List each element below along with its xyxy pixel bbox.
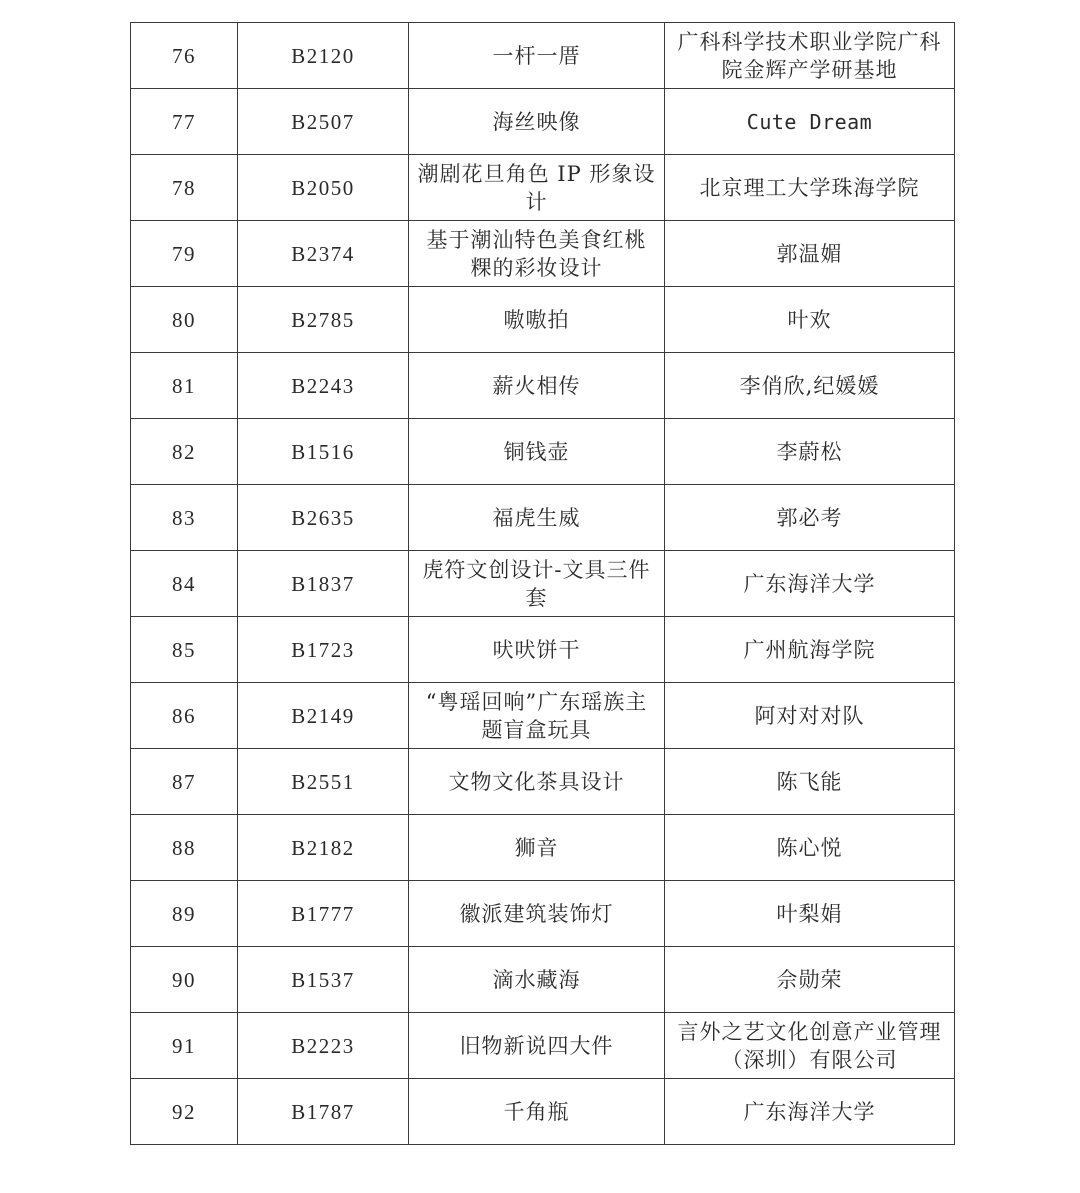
table-row (131, 815, 955, 881)
results-table (130, 22, 955, 1145)
team-name: 陈飞能 (665, 749, 955, 815)
entry-code: B1787 (238, 1079, 409, 1145)
work-title: 旧物新说四大件 (409, 1013, 665, 1079)
row-number: 90 (131, 947, 238, 1013)
row-number: 87 (131, 749, 238, 815)
row-number: 83 (131, 485, 238, 551)
row-number: 88 (131, 815, 238, 881)
work-title: 一杆一厝 (409, 23, 665, 89)
row-number: 91 (131, 1013, 238, 1079)
work-title: 虎符文创设计-文具三件套 (409, 551, 665, 617)
row-number: 89 (131, 881, 238, 947)
entry-code: B1723 (238, 617, 409, 683)
team-name: 广州航海学院 (665, 617, 955, 683)
entry-code: B2785 (238, 287, 409, 353)
table-row (131, 1013, 955, 1079)
team-name: 叶梨娟 (665, 881, 955, 947)
work-title: 嗷嗷拍 (409, 287, 665, 353)
work-title: 吠吠饼干 (409, 617, 665, 683)
row-number: 81 (131, 353, 238, 419)
work-title: 千角瓶 (409, 1079, 665, 1145)
table-row (131, 749, 955, 815)
entry-code: B2507 (238, 89, 409, 155)
table-row (131, 287, 955, 353)
team-name: 李俏欣,纪媛媛 (665, 353, 955, 419)
table-row (131, 485, 955, 551)
table-row (131, 617, 955, 683)
work-title: 基于潮汕特色美食红桃粿的彩妆设计 (409, 221, 665, 287)
table-row (131, 1079, 955, 1145)
team-name: 广东海洋大学 (665, 551, 955, 617)
row-number: 92 (131, 1079, 238, 1145)
table-row (131, 353, 955, 419)
entry-code: B2374 (238, 221, 409, 287)
entry-code: B2182 (238, 815, 409, 881)
table-row (131, 683, 955, 749)
table-row (131, 89, 955, 155)
row-number: 77 (131, 89, 238, 155)
team-name: 言外之艺文化创意产业管理（深圳）有限公司 (665, 1013, 955, 1079)
team-name: Cute Dream (665, 89, 955, 155)
entry-code: B1837 (238, 551, 409, 617)
row-number: 82 (131, 419, 238, 485)
team-name: 郭温媚 (665, 221, 955, 287)
row-number: 85 (131, 617, 238, 683)
row-number: 76 (131, 23, 238, 89)
table-row (131, 881, 955, 947)
work-title: 徽派建筑装饰灯 (409, 881, 665, 947)
table-row (131, 419, 955, 485)
entry-code: B1777 (238, 881, 409, 947)
entry-code: B2551 (238, 749, 409, 815)
team-name: 广科科学技术职业学院广科院金辉产学研基地 (665, 23, 955, 89)
table-row (131, 155, 955, 221)
work-title: 福虎生威 (409, 485, 665, 551)
entry-code: B2050 (238, 155, 409, 221)
team-name: 北京理工大学珠海学院 (665, 155, 955, 221)
entry-code: B1537 (238, 947, 409, 1013)
team-name: 阿对对对队 (665, 683, 955, 749)
team-name: 郭必考 (665, 485, 955, 551)
results-table-page (130, 22, 954, 1145)
entry-code: B1516 (238, 419, 409, 485)
work-title: 薪火相传 (409, 353, 665, 419)
row-number: 79 (131, 221, 238, 287)
entry-code: B2120 (238, 23, 409, 89)
row-number: 78 (131, 155, 238, 221)
work-title: 潮剧花旦角色 IP 形象设计 (409, 155, 665, 221)
team-name: 佘勋荣 (665, 947, 955, 1013)
table-row (131, 221, 955, 287)
row-number: 80 (131, 287, 238, 353)
row-number: 84 (131, 551, 238, 617)
work-title: 铜钱壶 (409, 419, 665, 485)
table-row (131, 551, 955, 617)
entry-code: B2635 (238, 485, 409, 551)
table-row (131, 23, 955, 89)
work-title: “粤瑶回响”广东瑶族主题盲盒玩具 (409, 683, 665, 749)
team-name: 李蔚松 (665, 419, 955, 485)
entry-code: B2149 (238, 683, 409, 749)
work-title: 文物文化茶具设计 (409, 749, 665, 815)
work-title: 狮音 (409, 815, 665, 881)
entry-code: B2243 (238, 353, 409, 419)
work-title: 滴水藏海 (409, 947, 665, 1013)
entry-code: B2223 (238, 1013, 409, 1079)
work-title: 海丝映像 (409, 89, 665, 155)
team-name: 叶欢 (665, 287, 955, 353)
team-name: 广东海洋大学 (665, 1079, 955, 1145)
team-name: 陈心悦 (665, 815, 955, 881)
table-row (131, 947, 955, 1013)
row-number: 86 (131, 683, 238, 749)
